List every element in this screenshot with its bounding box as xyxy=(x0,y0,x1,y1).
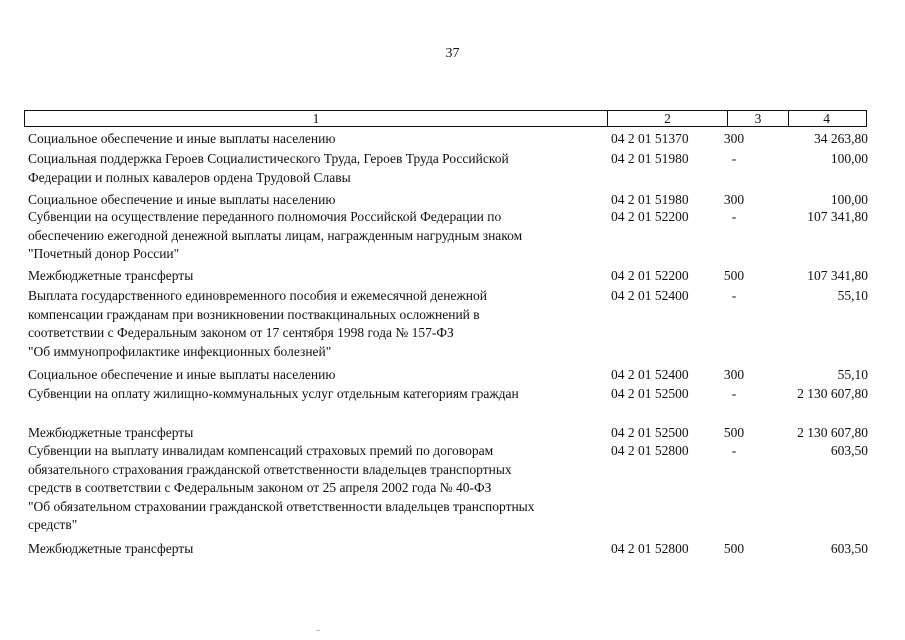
row-name: Субвенции на выплату инвалидам компенсаций страховых премий по договорам обязательного страхования гражданской ответственности владельцев транспортных средств в соответствии с Федеральным законом от 25 апреля 2002 года № 40-ФЗ "Об обязательном страховании гражданской ответственности владельцев транспортных средств" xyxy=(28,443,535,532)
row-name: Выплата государственного единовременного пособия и ежемесячной денежной компенсации гражданам при возникновении поствакцинальных осложнений в соответствии с Федеральным законом от 17 сентября 1998 года № 157-ФЗ "Об иммунопрофилактике инфекционных болезней" xyxy=(28,288,487,359)
header-col-3: 3 xyxy=(727,111,788,126)
row-type: 300 xyxy=(723,131,745,146)
row-sum: 2 130 607,80 xyxy=(797,386,868,401)
row-code: 04 2 01 52200 xyxy=(611,268,689,283)
row-name: Межбюджетные трансферты xyxy=(28,425,194,440)
row-name: Межбюджетные трансферты xyxy=(28,541,194,556)
row-code: 04 2 01 52500 xyxy=(611,425,689,440)
header-col-1: 1 xyxy=(24,111,607,126)
row-code: 04 2 01 51980 xyxy=(611,151,689,166)
row-name: Межбюджетные трансферты xyxy=(28,268,194,283)
row-sum: 603,50 xyxy=(830,443,868,458)
row-name: Социальное обеспечение и иные выплаты населению xyxy=(28,192,336,207)
row-code: 04 2 01 52800 xyxy=(611,443,689,458)
row-sum: 55,10 xyxy=(837,367,868,382)
row-type: 500 xyxy=(723,541,745,556)
row-name: Социальное обеспечение и иные выплаты населению xyxy=(28,131,336,146)
row-sum: 2 130 607,80 xyxy=(797,425,868,440)
row-sum: 107 341,80 xyxy=(807,209,868,224)
row-type: - xyxy=(731,443,737,458)
table-header xyxy=(24,110,867,127)
row-sum: 100,00 xyxy=(830,151,868,166)
row-type: - xyxy=(731,288,737,303)
row-type: 500 xyxy=(723,425,745,440)
row-code: 04 2 01 52800 xyxy=(611,541,689,556)
row-code: 04 2 01 52400 xyxy=(611,288,689,303)
row-name: Социальная поддержка Героев Социалистического Труда, Героев Труда Российской Федерации и полных кавалеров ордена Трудовой Славы xyxy=(28,151,509,185)
row-sum: 55,10 xyxy=(837,288,868,303)
row-name: Субвенции на осуществление переданного полномочия Российской Федерации по обеспечению ежегодной денежной выплаты лицам, награжденным нагрудным знаком "Почетный донор России" xyxy=(28,209,523,261)
row-code: 04 2 01 51980 xyxy=(611,192,689,207)
row-type: 300 xyxy=(723,367,745,382)
scan-dot xyxy=(316,630,320,631)
row-name: Социальное обеспечение и иные выплаты населению xyxy=(28,367,336,382)
row-type: - xyxy=(731,386,737,401)
row-sum: 603,50 xyxy=(830,541,868,556)
row-code: 04 2 01 52200 xyxy=(611,209,689,224)
row-code: 04 2 01 51370 xyxy=(611,131,689,146)
row-type: - xyxy=(731,151,737,166)
row-name: Субвенции на оплату жилищно-коммунальных услуг отдельным категориям граждан xyxy=(28,386,519,401)
header-col-4: 4 xyxy=(788,111,867,126)
header-col-2: 2 xyxy=(607,111,727,126)
page-number: 37 xyxy=(445,46,460,61)
row-sum: 34 263,80 xyxy=(814,131,868,146)
row-type: 500 xyxy=(723,268,745,283)
row-type: - xyxy=(731,209,737,224)
row-sum: 100,00 xyxy=(830,192,868,207)
row-code: 04 2 01 52500 xyxy=(611,386,689,401)
row-type: 300 xyxy=(723,192,745,207)
row-sum: 107 341,80 xyxy=(807,268,868,283)
row-code: 04 2 01 52400 xyxy=(611,367,689,382)
